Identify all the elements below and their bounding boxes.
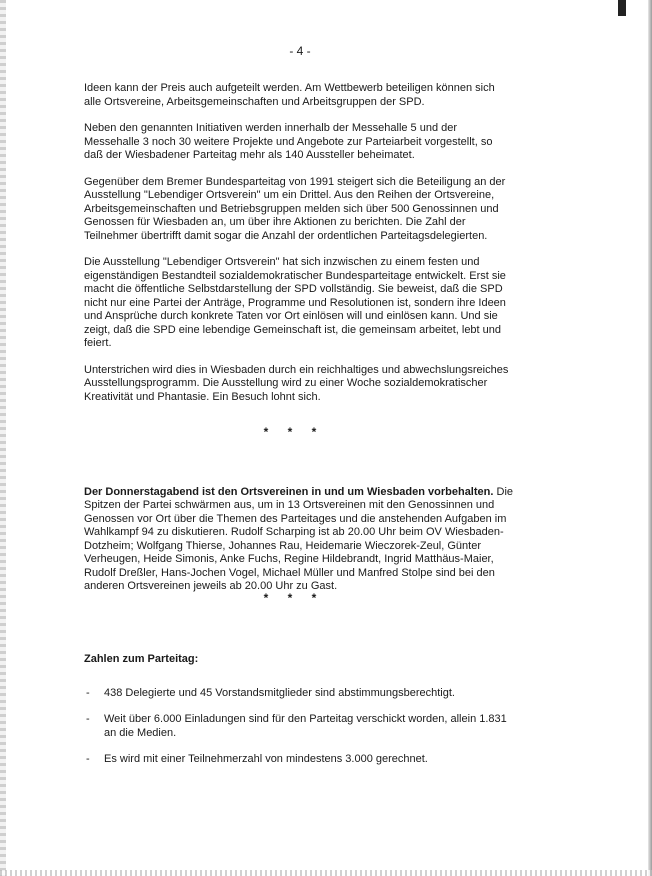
list-dash: -: [86, 713, 90, 725]
scan-corner-mark: [618, 0, 626, 16]
section-separator: * * *: [263, 425, 325, 439]
thursday-paragraph: [84, 486, 514, 594]
paragraph: Neben den genannten Initiativen werden innerhalb der Messehalle 5 und der Messehalle 3 noch 30 weitere Projekte und Angebote zur Parteiarbeit vorgestellt, so daß der Wiesbadener Parteitag mehr als 140 Aussteller beheimatet.: [84, 122, 493, 161]
thursday-text: Die Spitzen der Partei schwärmen aus, um in 13 Ortsvereinen mit den Genossinnen und Genossen vor Ort über die Themen des Parteitages und die anstehenden Aufgaben im Wahlkampf 94 zu diskutieren. Rudolf Scharping ist ab 20.00 Uhr beim OV Wiesbaden-Dotzheim; Wolfgang Thierse, Johannes Rau, Heidemarie Wieczorek-Zeul, Günter Verheugen, Heide Simonis, Anke Fuchs, Regine Hildebrandt, Ingrid Matthäus-Maier, Rudolf Dreßler, Hans-Jochen Vogel, Michael Müller und Manfred Stolpe sind bei den anderen Ortsvereinen jeweils ab 20.00 Uhr zu Gast.: [84, 485, 514, 592]
paragraph: Ideen kann der Preis auch aufgeteilt werden. Am Wettbewerb beteiligen können sich alle Ortsvereine, Arbeitsgemeinschaften und Arbeitsgruppen der SPD.: [84, 82, 495, 108]
paragraph: Unterstrichen wird dies in Wiesbaden durch ein reichhaltiges und abwechslungsreiches Ausstellungsprogramm. Die Ausstellung wird zu einer Woche sozialdemokratischer Kreativität und Phantasie. Ein Besuch lohnt sich.: [84, 363, 509, 403]
paragraph: Gegenüber dem Bremer Bundesparteitag von 1991 steigert sich die Beteiligung an der Ausstellung "Lebendiger Ortsverein" um ein Drittel. Aus den Reihen der Ortsvereine, Arbeitsgemeinschaften und Betriebsgruppen melden sich über 500 Genossinnen und Genossen für Wiesbaden an, um über ihre Aktionen zu berichten. Die Zahl der Teilnehmer übertrifft damit sogar die Anzahl der ordentlichen Parteitagsdelegierten.: [84, 175, 506, 242]
paragraph: Die Ausstellung "Lebendiger Ortsverein" hat sich inzwischen zu einem festen und eigenständigen Bestandteil sozialdemokratischer Bundesparteitage entwickelt. Erst sie macht die öffentliche Selbstdarstellung der SPD vollständig. Sie beweist, daß die SPD nicht nur eine Partei der Anträge, Programme und Resolutionen ist, sondern ihre Ideen und Ansprüche durch konkrete Taten vor Ort einlösen will und einlösen kann. Und sie zeigt, daß die SPD eine lebendige Gemeinschaft ist, die gemeinsam arbeitet, lebt und feiert.: [84, 256, 506, 349]
facts-list: [84, 687, 514, 767]
page-number: - 4 -: [289, 44, 311, 58]
scan-edge-left: [0, 0, 6, 876]
section-separator: * * *: [263, 590, 325, 605]
list-item-text: Es wird mit einer Teilnehmerzahl von mindestens 3.000 gerechnet.: [104, 753, 428, 765]
list-item: [84, 687, 514, 701]
document-body: [84, 82, 514, 780]
list-item-text: 438 Delegierte und 45 Vorstandsmitglieder sind abstimmungsberechtigt.: [104, 686, 455, 699]
scan-edge-right: [648, 0, 652, 876]
facts-title: Zahlen zum Parteitag:: [84, 653, 199, 665]
list-item-text: Weit über 6.000 Einladungen sind für den Parteitag verschickt worden, allein 1.831 an die Medien.: [104, 713, 507, 739]
scan-edge-bottom: [0, 870, 652, 876]
thursday-lead: Der Donnerstagabend ist den Ortsvereinen in und um Wiesbaden vorbehalten.: [84, 485, 494, 498]
list-dash: -: [86, 753, 90, 765]
list-dash: -: [86, 686, 90, 699]
list-item: [84, 713, 514, 740]
list-item: [84, 753, 514, 767]
